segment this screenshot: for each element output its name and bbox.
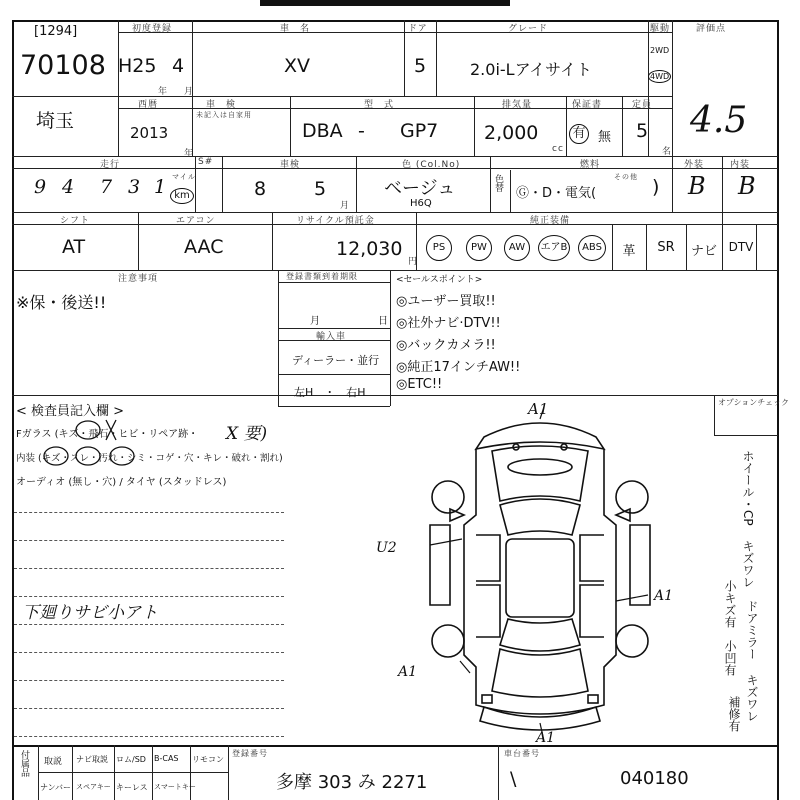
grid-line <box>114 745 115 800</box>
drive-label: 駆動 <box>650 24 671 34</box>
inspection-label: 車 検 <box>206 100 237 110</box>
sales-points-label: <セールスポイント> <box>396 275 483 285</box>
equipment-label: 純正装備 <box>530 216 571 226</box>
grid-line <box>12 745 778 747</box>
side-note-small-scratch: 小キズ有 <box>723 580 737 628</box>
dashed-line <box>14 708 284 709</box>
fuel-close: ) <box>652 176 660 198</box>
dashed-line <box>14 652 284 653</box>
s-label: S# <box>198 157 214 167</box>
acc-rom-sd: ロム/SD <box>116 755 146 764</box>
plate-number: 多摩 303 み 2271 <box>276 772 428 793</box>
title-strip <box>260 0 510 6</box>
exterior-label: 外装 <box>684 160 705 170</box>
inspector-title: < 検査員記入欄 > <box>16 404 125 419</box>
grid-line <box>510 170 511 212</box>
grid-line <box>278 282 390 283</box>
registration-deadline-label: 登録書類到着期限 <box>286 272 358 281</box>
mileage-digit-1: 9 <box>34 176 47 198</box>
grid-line <box>714 435 778 436</box>
lot-code: [1294] <box>34 24 78 39</box>
grade-label: グレード <box>508 24 549 34</box>
fuel-options: Ⓖ・D・電気( <box>516 186 597 201</box>
grid-line <box>278 374 390 375</box>
western-year: 2013 <box>130 124 169 142</box>
drive-2wd: 2WD <box>650 46 670 55</box>
type-dash: - <box>358 120 365 142</box>
warranty-label: 保証書 <box>572 100 603 110</box>
sales-point-3: ◎バックカメラ!! <box>396 338 496 353</box>
equip-abs-circled: ABS <box>578 235 606 261</box>
month-unit: 月 <box>184 87 195 97</box>
acc-plate: ナンバー <box>40 783 72 792</box>
score-label: 評価点 <box>696 24 727 34</box>
grid-line <box>12 224 778 225</box>
side-note-small-dent: 小凹有 <box>723 640 737 676</box>
equip-sunroof: SR <box>657 240 675 255</box>
car-diagram <box>420 405 660 745</box>
lot-number: 70108 <box>20 50 106 81</box>
grid-line <box>436 20 437 96</box>
sales-point-2: ◎社外ナビ·DTV!! <box>396 316 501 331</box>
grid-line <box>714 395 715 435</box>
damage-mark-rear: A1 <box>536 730 556 746</box>
chassis-prefix: \ <box>510 768 517 790</box>
grid-line <box>152 745 153 800</box>
shift-label: シフト <box>60 216 91 226</box>
import-label: 輸入車 <box>316 332 347 342</box>
interior-grade: B <box>738 172 756 200</box>
cert-month-unit: 月 <box>340 201 351 211</box>
mileage-unit-km-circled: km <box>170 188 194 204</box>
grid-line <box>12 20 14 800</box>
acc-bcas: B-CAS <box>154 754 179 763</box>
era-year: H25 <box>118 55 157 77</box>
damage-mark-rear-left: A1 <box>398 664 418 680</box>
cert-month: 5 <box>314 178 327 200</box>
grid-line <box>272 212 273 270</box>
side-note-scratch-1: キズワレ <box>741 540 755 588</box>
shift-value: AT <box>62 236 86 258</box>
grid-line <box>722 156 723 212</box>
mileage-digit-5: 1 <box>154 176 167 198</box>
grid-line <box>648 20 649 156</box>
model-name: XV <box>284 55 311 77</box>
acc-spare-key: スペアキー <box>76 783 111 791</box>
grid-line <box>72 745 73 800</box>
acc-navi-manual: ナビ取説 <box>76 755 108 764</box>
grid-line <box>12 168 778 169</box>
sales-point-1: ◎ユーザー買取!! <box>396 294 496 309</box>
reg-deadline-day: 日 <box>378 316 388 327</box>
reg-deadline-month: 月 <box>310 316 320 327</box>
equip-dtv: DTV <box>728 240 754 254</box>
dashed-line <box>14 512 284 513</box>
grid-line <box>222 156 223 212</box>
region: 埼玉 <box>36 110 75 132</box>
dashed-line <box>14 624 284 625</box>
damage-mark-front: A1 <box>528 400 549 418</box>
recycle-value: 12,030 <box>336 238 403 260</box>
mileage-digit-2: 4 <box>62 176 75 198</box>
interior-line: 内装 (キズ・スレ・汚れ・シミ・コゲ・穴・キレ・破れ・割れ) <box>16 453 283 464</box>
cert-label: 車検 <box>280 160 301 170</box>
type-prefix: DBA <box>302 120 343 142</box>
recycle-label: リサイクル預託金 <box>296 216 375 226</box>
western-year-label: 西暦 <box>138 100 159 110</box>
chassis-number: 040180 <box>620 768 689 789</box>
type-code: GP7 <box>400 120 439 142</box>
glass-check-marks <box>70 416 130 446</box>
mileage-digit-4: 3 <box>128 176 141 198</box>
grid-line <box>498 745 499 800</box>
acc-smart-key: スマートキー <box>154 783 196 791</box>
grid-line <box>228 745 229 800</box>
notice-text: ※保・後送!! <box>16 293 107 312</box>
damage-mark-left: U2 <box>376 540 397 556</box>
glass-line: Fガラス (キズ・飛石・ヒビ・リペア跡・ <box>16 429 199 440</box>
first-registration-label: 初度登録 <box>132 24 173 34</box>
displacement-label: 排気量 <box>502 100 533 110</box>
equip-navi: ナビ <box>690 244 717 259</box>
side-note-door-mirror: ドアミラー <box>745 600 759 660</box>
model-label: 車 名 <box>280 24 311 34</box>
equip-pw-circled: PW <box>466 235 492 261</box>
side-note-wheel: ホイール・CP <box>741 450 755 526</box>
displacement-unit: cc <box>552 144 564 154</box>
grid-line <box>722 212 723 270</box>
warranty-yes-circled: 有 <box>569 124 589 144</box>
grid-line <box>672 156 673 212</box>
grid-line <box>38 772 228 773</box>
grid-line <box>777 20 779 800</box>
aircon-value: AAC <box>184 236 224 258</box>
side-note-repaired: 補修有 <box>727 696 741 732</box>
mileage-unit-mile: マイル <box>172 173 196 181</box>
western-year-unit: 年 <box>184 149 195 159</box>
equip-leather: 革 <box>622 244 636 259</box>
grid-line <box>474 96 475 156</box>
grade-value: 2.0i-Lアイサイト <box>470 60 593 79</box>
grid-line <box>566 96 567 156</box>
exterior-grade: B <box>688 172 706 200</box>
grid-line <box>672 20 673 156</box>
grid-line <box>290 96 291 156</box>
acc-remote: リモコン <box>192 755 224 764</box>
doors-label: ドア <box>408 24 428 34</box>
fuel-label: 燃料 <box>580 160 601 170</box>
dealer-parallel: ディーラー・並行 <box>292 354 380 367</box>
grid-line <box>195 156 196 212</box>
dashed-line <box>14 540 284 541</box>
sales-point-5: ◎ETC!! <box>396 377 443 392</box>
warranty-no: 無 <box>598 130 612 145</box>
cert-year: 8 <box>254 178 267 200</box>
capacity-unit: 名 <box>662 147 673 157</box>
equip-airbag-circled: エアB <box>538 235 570 261</box>
dashed-line <box>14 568 284 569</box>
grid-line <box>404 20 405 96</box>
interior-label: 内装 <box>730 160 751 170</box>
grid-line <box>118 96 119 156</box>
grid-line <box>490 156 491 212</box>
doors-value: 5 <box>414 55 427 77</box>
grid-line <box>278 406 390 407</box>
steering-side: 左H ・ 右H <box>294 386 366 399</box>
mileage-label: 走行 <box>100 160 121 170</box>
displacement-value: 2,000 <box>484 122 539 144</box>
damage-mark-right: A1 <box>654 588 674 604</box>
fuel-other-label: その他 <box>614 173 638 181</box>
type-label: 型 式 <box>364 100 395 110</box>
grid-line <box>390 270 391 406</box>
grid-line <box>356 156 357 212</box>
dashed-line <box>14 596 284 597</box>
grid-line <box>12 212 778 213</box>
audio-tire-line: オーディオ (無し・穴) / タイヤ (スタッドレス) <box>16 477 227 488</box>
capacity-value: 5 <box>636 120 649 142</box>
equip-ps-circled: PS <box>426 235 452 261</box>
recycle-unit: 円 <box>408 257 419 267</box>
score-value: 4.5 <box>690 100 748 141</box>
dashed-line <box>14 680 284 681</box>
sales-point-4: ◎純正17インチAW!! <box>396 360 521 375</box>
option-check-label: オプションチェック <box>718 398 790 407</box>
inspection-note: 未記入は自家用 <box>196 111 252 119</box>
color-code: H6Q <box>410 198 432 209</box>
notice-label: 注意事項 <box>118 274 159 284</box>
dashed-line <box>14 736 284 737</box>
grid-line <box>278 270 279 406</box>
color-value: ベージュ <box>384 178 456 199</box>
drive-4wd-circled: 4WD <box>650 72 670 81</box>
reg-month: 4 <box>172 55 185 77</box>
grid-line <box>622 96 623 156</box>
accessories-label: 付属品 <box>19 750 29 777</box>
year-unit: 年 <box>158 87 169 97</box>
capacity-label: 定員 <box>632 100 653 110</box>
color-change-label: 色替 <box>493 174 503 192</box>
equip-aw-circled: AW <box>504 235 530 261</box>
acc-manual: 取説 <box>44 757 63 767</box>
aircon-label: エアコン <box>176 216 216 226</box>
chassis-label: 車台番号 <box>504 749 540 758</box>
grid-line <box>118 32 673 33</box>
color-label: 色 (Col.No) <box>402 160 461 170</box>
side-note-scratch-2: キズワレ <box>745 674 759 722</box>
mileage-digit-3: 7 <box>100 176 113 198</box>
handwritten-note: 下廻りサビ小アト <box>22 603 158 623</box>
glass-mark: X 要) <box>226 424 268 444</box>
grid-line <box>12 395 778 396</box>
grid-line <box>138 212 139 270</box>
acc-keyless: キーレス <box>116 783 148 792</box>
plate-label: 登録番号 <box>232 749 268 758</box>
